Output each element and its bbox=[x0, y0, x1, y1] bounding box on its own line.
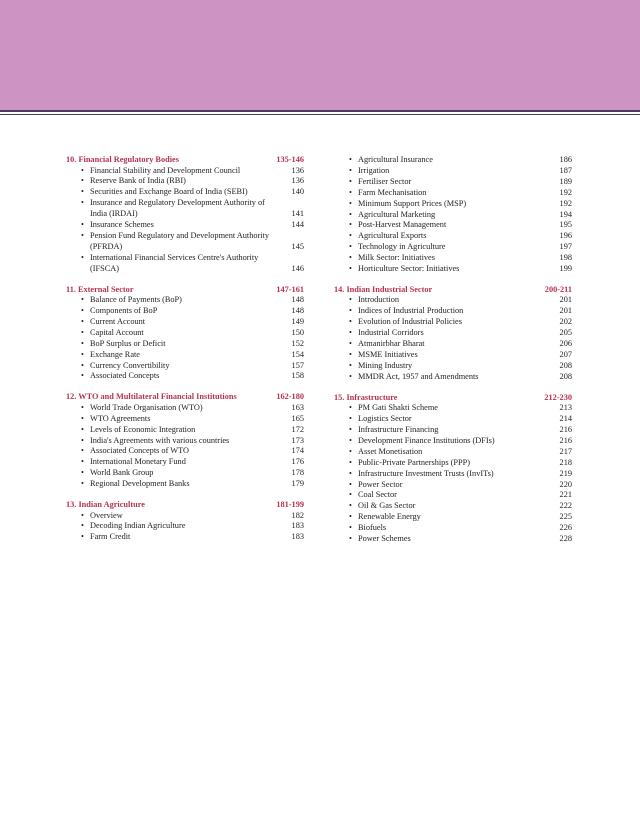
entry-title: Levels of Economic Integration bbox=[90, 424, 196, 434]
toc-entry[interactable] bbox=[334, 155, 572, 166]
toc-entry[interactable] bbox=[66, 198, 304, 220]
entry-title: Farm Credit bbox=[90, 532, 131, 542]
entry-title: Mining Industry bbox=[358, 360, 413, 370]
bullet-icon: • bbox=[349, 425, 352, 435]
entry-title: Renewable Energy bbox=[358, 512, 421, 522]
toc-entry[interactable] bbox=[66, 328, 304, 339]
entry-title: Associated Concepts of WTO bbox=[90, 446, 190, 456]
toc-entry[interactable] bbox=[334, 220, 572, 231]
toc-entry[interactable] bbox=[66, 521, 304, 532]
entry-title: WTO Agreements bbox=[90, 413, 151, 423]
toc-right-column bbox=[334, 155, 572, 545]
entry-title: Milk Sector: Initiatives bbox=[358, 253, 435, 263]
bullet-icon: • bbox=[349, 198, 352, 208]
entry-page-number: 149 bbox=[291, 316, 304, 326]
chapter-heading[interactable] bbox=[66, 285, 304, 296]
bullet-icon: • bbox=[81, 176, 84, 186]
bullet-icon: • bbox=[81, 252, 84, 262]
bullet-icon: • bbox=[81, 230, 84, 240]
entry-page-number: 148 bbox=[291, 295, 304, 305]
chapter-title: 13. Indian Agriculture bbox=[66, 500, 145, 510]
entry-page-number: 222 bbox=[559, 501, 572, 511]
toc-chapter-continued bbox=[334, 155, 572, 275]
entry-title: Financial Stability and Development Council bbox=[90, 165, 241, 175]
entry-page-number: 179 bbox=[291, 479, 304, 489]
entry-title: Minimum Support Prices (MSP) bbox=[358, 198, 467, 208]
toc-entry[interactable] bbox=[66, 414, 304, 425]
entry-page-number: 173 bbox=[291, 435, 304, 445]
bullet-icon: • bbox=[349, 231, 352, 241]
toc-entry[interactable] bbox=[334, 501, 572, 512]
bullet-icon: • bbox=[81, 316, 84, 326]
entry-title: Balance of Payments (BoP) bbox=[90, 295, 182, 305]
chapter-page-range: 181-199 bbox=[276, 500, 304, 510]
toc-entry[interactable] bbox=[66, 403, 304, 414]
toc-chapter-15-infrastructure bbox=[334, 393, 572, 545]
toc-entry[interactable] bbox=[334, 328, 572, 339]
entry-title: India's Agreements with various countries bbox=[90, 435, 230, 445]
entry-page-number: 221 bbox=[559, 490, 572, 500]
bullet-icon: • bbox=[349, 446, 352, 456]
toc-entry[interactable] bbox=[66, 231, 304, 253]
section-gap bbox=[334, 383, 572, 393]
bullet-icon: • bbox=[349, 523, 352, 533]
bullet-icon: • bbox=[81, 446, 84, 456]
entry-page-number: 148 bbox=[291, 305, 304, 315]
bullet-icon: • bbox=[349, 220, 352, 230]
toc-entry[interactable] bbox=[66, 339, 304, 350]
entry-title: BoP Surplus or Deficit bbox=[90, 338, 166, 348]
entry-title: Associated Concepts bbox=[90, 371, 160, 381]
bullet-icon: • bbox=[349, 534, 352, 544]
chapter-heading[interactable] bbox=[334, 393, 572, 404]
bullet-icon: • bbox=[81, 360, 84, 370]
entry-page-number: 165 bbox=[291, 413, 304, 423]
toc-entry[interactable] bbox=[66, 425, 304, 436]
entry-title: Post-Harvest Management bbox=[358, 220, 447, 230]
toc-entry[interactable] bbox=[334, 339, 572, 350]
bullet-icon: • bbox=[349, 490, 352, 500]
entry-page-number: 187 bbox=[559, 165, 572, 175]
toc-chapter-14-indian-industrial-sector bbox=[334, 285, 572, 383]
bullet-icon: • bbox=[349, 176, 352, 186]
toc-entry[interactable] bbox=[334, 242, 572, 253]
entry-title: PM Gati Shakti Scheme bbox=[358, 403, 438, 413]
entry-title: World Bank Group bbox=[90, 468, 154, 478]
bullet-icon: • bbox=[349, 165, 352, 175]
chapter-page-range: 162-180 bbox=[276, 392, 304, 402]
bullet-icon: • bbox=[81, 402, 84, 412]
entry-page-number: 195 bbox=[559, 220, 572, 230]
entry-title: MSME Initiatives bbox=[358, 350, 418, 359]
entry-title: Biofuels bbox=[358, 523, 387, 533]
bullet-icon: • bbox=[81, 295, 84, 305]
toc-entry[interactable] bbox=[334, 403, 572, 414]
entry-title: Fertiliser Sector bbox=[358, 176, 412, 186]
chapter-title: 14. Indian Industrial Sector bbox=[334, 284, 433, 294]
entry-title: Insurance Schemes bbox=[90, 220, 154, 230]
bullet-icon: • bbox=[349, 414, 352, 424]
entry-page-number: 201 bbox=[559, 295, 572, 305]
entry-page-number: 176 bbox=[291, 457, 304, 467]
toc-entry[interactable] bbox=[66, 350, 304, 361]
entry-title: Evolution of Industrial Policies bbox=[358, 317, 462, 327]
entry-page-number: 182 bbox=[291, 510, 304, 520]
entry-page-number: 217 bbox=[559, 446, 572, 456]
entry-page-number: 214 bbox=[559, 414, 572, 424]
toc-entry[interactable] bbox=[334, 447, 572, 458]
toc-left-column bbox=[66, 155, 304, 543]
entry-title: Public-Private Partnerships (PPP) bbox=[358, 457, 471, 467]
chapter-title: 10. Financial Regulatory Bodies bbox=[66, 155, 179, 164]
entry-title: Insurance and Regulatory Development Authority of India (IRDAI) bbox=[90, 198, 265, 219]
toc-entry[interactable] bbox=[334, 350, 572, 361]
entry-page-number: 228 bbox=[559, 534, 572, 544]
entry-title: Components of BoP bbox=[90, 305, 158, 315]
bullet-icon: • bbox=[349, 457, 352, 467]
toc-entry[interactable] bbox=[334, 295, 572, 306]
entry-title: Horticulture Sector: Initiatives bbox=[358, 264, 460, 274]
bullet-icon: • bbox=[81, 521, 84, 531]
entry-title: Introduction bbox=[358, 295, 400, 305]
toc-entry[interactable] bbox=[66, 220, 304, 231]
entry-title: Atmanirbhar Bharat bbox=[358, 339, 425, 349]
bullet-icon: • bbox=[349, 371, 352, 381]
bullet-icon: • bbox=[81, 198, 84, 208]
entry-page-number: 152 bbox=[291, 338, 304, 348]
entry-page-number: 150 bbox=[291, 327, 304, 337]
toc-chapter-12-wto-and-multilateral-financial-institutions bbox=[66, 392, 304, 490]
bullet-icon: • bbox=[81, 479, 84, 489]
toc-entry[interactable] bbox=[334, 534, 572, 545]
toc-entry[interactable] bbox=[334, 458, 572, 469]
toc-entry[interactable] bbox=[334, 490, 572, 501]
bullet-icon: • bbox=[81, 532, 84, 542]
toc-entry[interactable] bbox=[66, 468, 304, 479]
entry-page-number: 196 bbox=[559, 231, 572, 241]
entry-page-number: 202 bbox=[559, 317, 572, 327]
entry-title: Securities and Exchange Board of India (SEBI) bbox=[90, 187, 248, 197]
bullet-icon: • bbox=[81, 349, 84, 359]
toc-entry[interactable] bbox=[334, 469, 572, 480]
toc-entry[interactable] bbox=[334, 264, 572, 275]
toc-entry[interactable] bbox=[334, 317, 572, 328]
entry-title: Agricultural Insurance bbox=[358, 155, 433, 164]
entry-page-number: 205 bbox=[559, 328, 572, 338]
entry-title: Technology in Agriculture bbox=[358, 242, 446, 252]
entry-page-number: 198 bbox=[559, 253, 572, 263]
toc-entry[interactable] bbox=[334, 372, 572, 383]
entry-page-number: 172 bbox=[291, 424, 304, 434]
entry-page-number: 208 bbox=[559, 360, 572, 370]
bullet-icon: • bbox=[349, 306, 352, 316]
entry-page-number: 218 bbox=[559, 457, 572, 467]
entry-title: MMDR Act, 1957 and Amendments bbox=[358, 371, 479, 381]
chapter-title: 12. WTO and Multilateral Financial Institutions bbox=[66, 392, 237, 402]
entry-page-number: 192 bbox=[559, 187, 572, 197]
entry-page-number: 136 bbox=[291, 165, 304, 175]
entry-title: Capital Account bbox=[90, 327, 144, 337]
chapter-heading[interactable] bbox=[66, 155, 304, 166]
toc-entry[interactable] bbox=[334, 523, 572, 534]
toc-entry[interactable] bbox=[334, 512, 572, 523]
bullet-icon: • bbox=[349, 512, 352, 522]
bullet-icon: • bbox=[349, 403, 352, 413]
toc-entry[interactable] bbox=[66, 176, 304, 187]
toc-chapter-11-external-sector bbox=[66, 285, 304, 383]
entry-page-number: 136 bbox=[291, 176, 304, 186]
bullet-icon: • bbox=[81, 457, 84, 467]
entry-page-number: 158 bbox=[291, 371, 304, 381]
entry-page-number: 197 bbox=[559, 242, 572, 252]
section-gap bbox=[66, 382, 304, 392]
entry-page-number: 213 bbox=[559, 403, 572, 413]
entry-page-number: 146 bbox=[291, 263, 304, 273]
bullet-icon: • bbox=[349, 350, 352, 359]
bullet-icon: • bbox=[81, 305, 84, 315]
entry-page-number: 145 bbox=[291, 241, 304, 251]
toc-entry[interactable] bbox=[334, 188, 572, 199]
entry-title: World Trade Organisation (WTO) bbox=[90, 402, 203, 412]
toc-entry[interactable] bbox=[334, 414, 572, 425]
toc-entry[interactable] bbox=[66, 187, 304, 198]
bullet-icon: • bbox=[349, 468, 352, 478]
entry-page-number: 186 bbox=[559, 155, 572, 164]
toc-entry[interactable] bbox=[334, 253, 572, 264]
entry-page-number: 219 bbox=[559, 468, 572, 478]
entry-page-number: 189 bbox=[559, 176, 572, 186]
entry-title: Reserve Bank of India (RBI) bbox=[90, 176, 186, 186]
section-gap bbox=[66, 490, 304, 500]
entry-page-number: 226 bbox=[559, 523, 572, 533]
entry-title: Irrigation bbox=[358, 165, 390, 175]
entry-page-number: 140 bbox=[291, 187, 304, 197]
entry-page-number: 157 bbox=[291, 360, 304, 370]
bullet-icon: • bbox=[349, 435, 352, 445]
bullet-icon: • bbox=[81, 338, 84, 348]
entry-page-number: 201 bbox=[559, 306, 572, 316]
bullet-icon: • bbox=[349, 264, 352, 274]
entry-page-number: 174 bbox=[291, 446, 304, 456]
entry-title: Farm Mechanisation bbox=[358, 187, 427, 197]
entry-page-number: 154 bbox=[291, 349, 304, 359]
entry-page-number: 207 bbox=[559, 350, 572, 359]
entry-title: Exchange Rate bbox=[90, 349, 140, 359]
header-rule-thin bbox=[0, 114, 640, 115]
toc-entry[interactable] bbox=[66, 457, 304, 468]
entry-page-number: 141 bbox=[291, 209, 304, 219]
entry-title: Oil & Gas Sector bbox=[358, 501, 416, 511]
toc-entry[interactable] bbox=[334, 231, 572, 242]
toc-entry[interactable] bbox=[334, 436, 572, 447]
entry-title: Regional Development Banks bbox=[90, 479, 190, 489]
entry-page-number: 206 bbox=[559, 339, 572, 349]
entry-title: Indices of Industrial Production bbox=[358, 306, 464, 316]
toc-chapter-13-indian-agriculture bbox=[66, 500, 304, 543]
entry-page-number: 220 bbox=[559, 479, 572, 489]
toc-entry[interactable] bbox=[66, 166, 304, 177]
toc-entry[interactable] bbox=[334, 199, 572, 210]
bullet-icon: • bbox=[349, 360, 352, 370]
entry-title: Asset Monetisation bbox=[358, 446, 423, 456]
toc-entry[interactable] bbox=[66, 532, 304, 543]
bullet-icon: • bbox=[81, 187, 84, 197]
entry-title: Pension Fund Regulatory and Development Authority (PFRDA) bbox=[90, 230, 270, 251]
entry-page-number: 183 bbox=[291, 532, 304, 542]
bullet-icon: • bbox=[349, 479, 352, 489]
entry-title: International Financial Services Centre's Authority (IFSCA) bbox=[90, 252, 259, 273]
entry-title: Development Finance Institutions (DFIs) bbox=[358, 435, 495, 445]
bullet-icon: • bbox=[81, 413, 84, 423]
toc-entry[interactable] bbox=[66, 479, 304, 490]
entry-title: Overview bbox=[90, 510, 123, 520]
header-rule bbox=[0, 110, 640, 112]
bullet-icon: • bbox=[81, 510, 84, 520]
entry-title: Decoding Indian Agriculture bbox=[90, 521, 186, 531]
bullet-icon: • bbox=[81, 165, 84, 175]
bullet-icon: • bbox=[81, 220, 84, 230]
entry-title: International Monetary Fund bbox=[90, 457, 186, 467]
toc-entry[interactable] bbox=[334, 210, 572, 221]
toc-entry[interactable] bbox=[66, 317, 304, 328]
toc-entry[interactable] bbox=[66, 436, 304, 447]
entry-page-number: 225 bbox=[559, 512, 572, 522]
entry-page-number: 178 bbox=[291, 468, 304, 478]
entry-title: Power Schemes bbox=[358, 534, 411, 544]
toc-entry[interactable] bbox=[66, 511, 304, 522]
toc-entry[interactable] bbox=[334, 425, 572, 436]
entry-page-number: 192 bbox=[559, 198, 572, 208]
bullet-icon: • bbox=[81, 371, 84, 381]
toc-entry[interactable] bbox=[66, 371, 304, 382]
bullet-icon: • bbox=[349, 155, 352, 164]
bullet-icon: • bbox=[349, 317, 352, 327]
chapter-title: 15. Infrastructure bbox=[334, 392, 398, 402]
entry-title: Logistics Sector bbox=[358, 414, 412, 424]
bullet-icon: • bbox=[81, 424, 84, 434]
entry-title: Currency Convertibility bbox=[90, 360, 170, 370]
entry-page-number: 144 bbox=[291, 220, 304, 230]
section-gap bbox=[334, 275, 572, 285]
entry-page-number: 216 bbox=[559, 435, 572, 445]
bullet-icon: • bbox=[349, 209, 352, 219]
entry-title: Current Account bbox=[90, 316, 146, 326]
header-band bbox=[0, 0, 640, 110]
toc-entry[interactable] bbox=[66, 306, 304, 317]
chapter-page-range: 147-161 bbox=[276, 284, 304, 294]
toc-entry[interactable] bbox=[66, 295, 304, 306]
bullet-icon: • bbox=[349, 242, 352, 252]
toc-entry[interactable] bbox=[66, 361, 304, 372]
chapter-heading[interactable] bbox=[66, 392, 304, 403]
toc-chapter-10-financial-regulatory-bodies bbox=[66, 155, 304, 275]
entry-page-number: 183 bbox=[291, 521, 304, 531]
entry-title: Agricultural Exports bbox=[358, 231, 427, 241]
bullet-icon: • bbox=[349, 328, 352, 338]
chapter-title: 11. External Sector bbox=[66, 284, 134, 294]
entry-title: Infrastructure Financing bbox=[358, 425, 439, 435]
chapter-heading[interactable] bbox=[66, 500, 304, 511]
chapter-heading[interactable] bbox=[334, 285, 572, 296]
bullet-icon: • bbox=[81, 435, 84, 445]
entry-title: Power Sector bbox=[358, 479, 403, 489]
bullet-icon: • bbox=[349, 187, 352, 197]
chapter-page-range: 212-230 bbox=[544, 392, 572, 402]
toc-entry[interactable] bbox=[66, 446, 304, 457]
bullet-icon: • bbox=[349, 339, 352, 349]
bullet-icon: • bbox=[81, 327, 84, 337]
chapter-page-range: 135-146 bbox=[276, 155, 304, 164]
bullet-icon: • bbox=[349, 295, 352, 305]
bullet-icon: • bbox=[349, 501, 352, 511]
toc-entry[interactable] bbox=[334, 166, 572, 177]
entry-page-number: 208 bbox=[559, 371, 572, 381]
entry-title: Agricultural Marketing bbox=[358, 209, 436, 219]
chapter-page-range: 200-211 bbox=[544, 284, 572, 294]
toc-entry[interactable] bbox=[334, 480, 572, 491]
bullet-icon: • bbox=[349, 253, 352, 263]
entry-page-number: 216 bbox=[559, 425, 572, 435]
entry-title: Industrial Corridors bbox=[358, 328, 424, 338]
toc-entry[interactable] bbox=[66, 253, 304, 275]
toc-entry[interactable] bbox=[334, 306, 572, 317]
toc-entry[interactable] bbox=[334, 177, 572, 188]
toc-entry[interactable] bbox=[334, 361, 572, 372]
entry-page-number: 194 bbox=[559, 209, 572, 219]
entry-page-number: 163 bbox=[291, 402, 304, 412]
entry-title: Coal Sector bbox=[358, 490, 397, 500]
bullet-icon: • bbox=[81, 468, 84, 478]
entry-page-number: 199 bbox=[559, 264, 572, 274]
entry-title: Infrastructure Investment Trusts (InvITs) bbox=[358, 468, 494, 478]
section-gap bbox=[66, 275, 304, 285]
